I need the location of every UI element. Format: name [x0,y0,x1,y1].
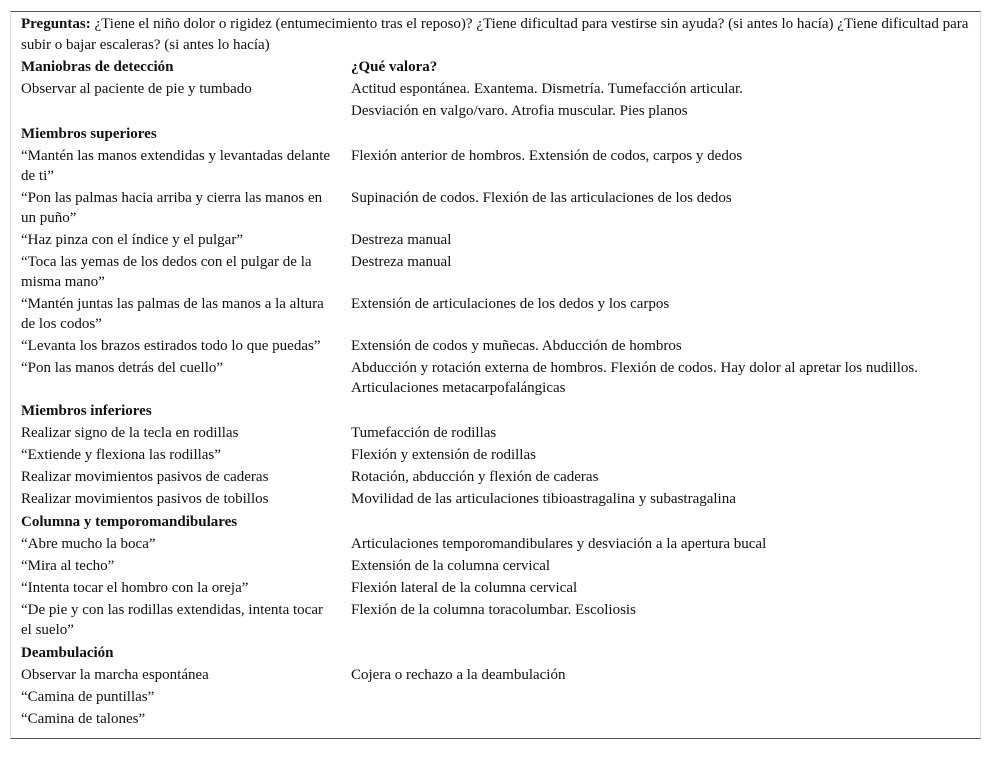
table-row [11,556,980,578]
table-row [11,336,980,358]
table-row [11,101,980,123]
maneuvers-table-body [11,57,980,731]
table-row [11,467,980,489]
table-row [11,146,980,188]
maneuver-cell: Observar al paciente de pie y tumbado [21,81,252,97]
maneuvers-table [11,57,980,731]
section-row-gait [11,642,980,665]
assesses-cell: Flexión lateral de la columna cervical [351,580,578,596]
table-header-row [11,57,980,79]
table-row [11,252,980,294]
assesses-cell: Flexión de la columna toracolumbar. Escoliosis [351,602,636,618]
assesses-cell: Supinación de codos. Flexión de las articulaciones de los dedos [351,190,732,206]
maneuver-cell [11,101,341,123]
table-row [11,188,980,230]
assesses-cell: Tumefacción de rodillas [351,425,497,441]
assesses-cell: Articulaciones temporomandibulares y desviación a la apertura bucal [351,536,767,552]
assesses-cell: Destreza manual [351,254,452,270]
screening-table-document [10,11,981,739]
section-title: Miembros superiores [21,126,157,142]
table-row [11,358,980,400]
table-row [11,687,980,709]
maneuver-cell: “Intenta tocar el hombro con la oreja” [21,580,249,596]
section-title: Miembros inferiores [21,403,152,419]
maneuver-cell: Observar la marcha espontánea [21,667,209,683]
table-row [11,709,980,731]
table-row [11,600,980,642]
maneuver-cell: “De pie y con las rodillas extendidas, intenta tocar el suelo” [21,602,323,638]
maneuver-cell: “Haz pinza con el índice y el pulgar” [21,232,243,248]
maneuver-cell: “Camina de talones” [21,711,146,727]
maneuver-cell: “Mantén las manos extendidas y levantadas delante de ti” [21,148,331,184]
section-row-upper [11,123,980,146]
maneuver-cell: “Pon las palmas hacia arriba y cierra las manos en un puño” [21,190,323,226]
assesses-cell: Extensión de codos y muñecas. Abducción de hombros [351,338,682,354]
maneuver-cell: Realizar signo de la tecla en rodillas [21,425,239,441]
assesses-cell: Destreza manual [351,232,452,248]
assesses-cell: Cojera o rechazo a la deambulación [351,667,566,683]
assesses-cell: Extensión de la columna cervical [351,558,551,574]
assesses-cell: Rotación, abducción y flexión de caderas [351,469,599,485]
assesses-cell: Abducción y rotación externa de hombros. Flexión de codos. Hay dolor al apretar los nudillos. Articulaciones metacarpofalángicas [351,360,918,396]
table-row [11,423,980,445]
assesses-cell: Flexión anterior de hombros. Extensión de codos, carpos y dedos [351,148,743,164]
table-row [11,79,980,101]
table-row [11,489,980,511]
section-title: Deambulación [21,645,114,661]
maneuver-cell: Realizar movimientos pasivos de tobillos [21,491,269,507]
maneuver-cell: “Abre mucho la boca” [21,536,156,552]
table-row [11,665,980,687]
table-row [11,230,980,252]
assesses-cell: Extensión de articulaciones de los dedos y los carpos [351,296,670,312]
maneuver-cell: “Levanta los brazos estirados todo lo que puedas” [21,338,321,354]
maneuver-cell: “Extiende y flexiona las rodillas” [21,447,221,463]
assesses-cell [341,687,980,709]
table-row [11,294,980,336]
questions-label: Preguntas: [21,16,91,32]
maneuver-cell: “Mira al techo” [21,558,115,574]
questions-text: ¿Tiene el niño dolor o rigidez (entumecimiento tras el reposo)? ¿Tiene dificultad para vestirse sin ayuda? (si antes lo hacía) ¿Tiene dificultad para subir o bajar escaleras? (si antes lo hacía) [21,16,969,53]
header-maneuvers: Maniobras de detección [21,59,174,75]
assesses-cell: Actitud espontánea. Exantema. Dismetría. Tumefacción articular. [351,81,743,97]
questions-paragraph [11,14,980,56]
assesses-cell: Flexión y extensión de rodillas [351,447,536,463]
table-row [11,534,980,556]
maneuver-cell: “Pon las manos detrás del cuello” [21,360,224,376]
maneuver-cell: “Mantén juntas las palmas de las manos a la altura de los codos” [21,296,324,332]
section-title: Columna y temporomandibulares [21,514,238,530]
maneuver-cell: “Camina de puntillas” [21,689,155,705]
maneuver-cell: Realizar movimientos pasivos de caderas [21,469,269,485]
section-row-spine [11,511,980,534]
assesses-cell [341,709,980,731]
section-row-lower [11,400,980,423]
maneuver-cell: “Toca las yemas de los dedos con el pulgar de la misma mano” [21,254,312,290]
table-row [11,445,980,467]
table-row [11,578,980,600]
assesses-cell: Movilidad de las articulaciones tibioastragalina y subastragalina [351,491,736,507]
header-assesses: ¿Qué valora? [351,59,438,75]
assesses-cell: Desviación en valgo/varo. Atrofia muscular. Pies planos [351,103,688,119]
